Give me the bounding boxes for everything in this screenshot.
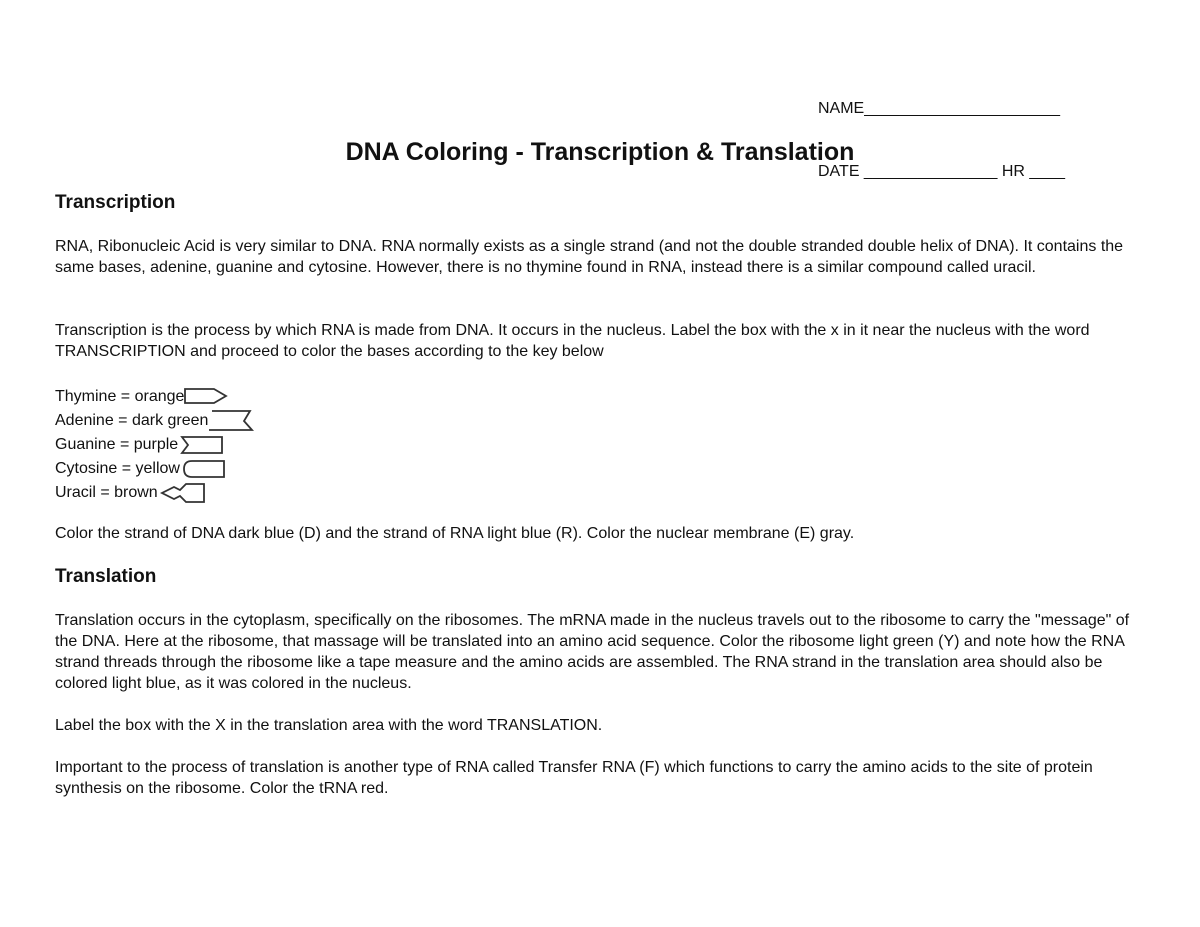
key-label: Guanine = purple — [55, 436, 179, 453]
guanine-base-shape-icon — [178, 434, 224, 456]
translation-paragraph-3: Important to the process of translation is another type of RNA called Transfer RNA (F) which functions to carry the amino acids to the site of protein synthesis on the ribosome. Color the tRNA red. — [55, 759, 1093, 797]
translation-heading: Translation — [55, 566, 157, 587]
date-hr-line: DATE _______________ HR ____ — [818, 163, 1065, 180]
transcription-paragraph-1: RNA, Ribonucleic Acid is very similar to DNA. RNA normally exists as a single strand (and not the double stranded double helix of DNA). It contains the same bases, adenine, guanine and cytosine. However, there is no thymine found in RNA, instead there is a similar compound called uracil. — [55, 238, 1124, 276]
translation-paragraph-1: Translation occurs in the cytoplasm, specifically on the ribosomes. The mRNA made in the nucleus travels out to the ribosome to carry the "message" of the DNA. Here at the ribosome, that massage will be translated into an amino acid sequence. Color the ribosome light green (Y) and note how the RNA strand threads through the ribosome like a tape measure and the amino acids are assembled. The RNA strand in the translation area should also be colored light blue, as it was colored in the nucleus. — [55, 612, 1130, 692]
key-row-guanine — [55, 433, 254, 457]
key-row-cytosine — [55, 457, 254, 481]
transcription-paragraph-3: Color the strand of DNA dark blue (D) and the strand of RNA light blue (R). Color the nuclear membrane (E) gray. — [55, 525, 855, 542]
key-label: Cytosine = yellow — [55, 460, 180, 477]
base-color-key — [55, 385, 254, 505]
adenine-base-shape-icon — [208, 410, 254, 432]
uracil-base-shape-icon — [158, 482, 206, 504]
key-label: Adenine = dark green — [55, 412, 209, 429]
page-title: DNA Coloring - Transcription & Translation — [345, 138, 855, 166]
transcription-paragraph-2: Transcription is the process by which RNA is made from DNA. It occurs in the nucleus. Label the box with the x in it near the nucleus with the word TRANSCRIPTION and proceed to color the bases according to the key below — [55, 322, 1090, 360]
name-line: NAME______________________ — [818, 100, 1060, 117]
translation-paragraph-2: Label the box with the X in the translation area with the word TRANSLATION. — [55, 717, 603, 734]
key-row-uracil — [55, 481, 254, 505]
key-row-thymine — [55, 385, 254, 409]
cytosine-base-shape-icon — [180, 458, 226, 480]
thymine-base-shape-icon — [184, 386, 228, 408]
transcription-heading: Transcription — [55, 192, 176, 213]
key-label: Thymine = orange — [55, 388, 185, 405]
key-label: Uracil = brown — [55, 484, 158, 501]
name-date-header — [818, 56, 1065, 203]
key-row-adenine — [55, 409, 254, 433]
